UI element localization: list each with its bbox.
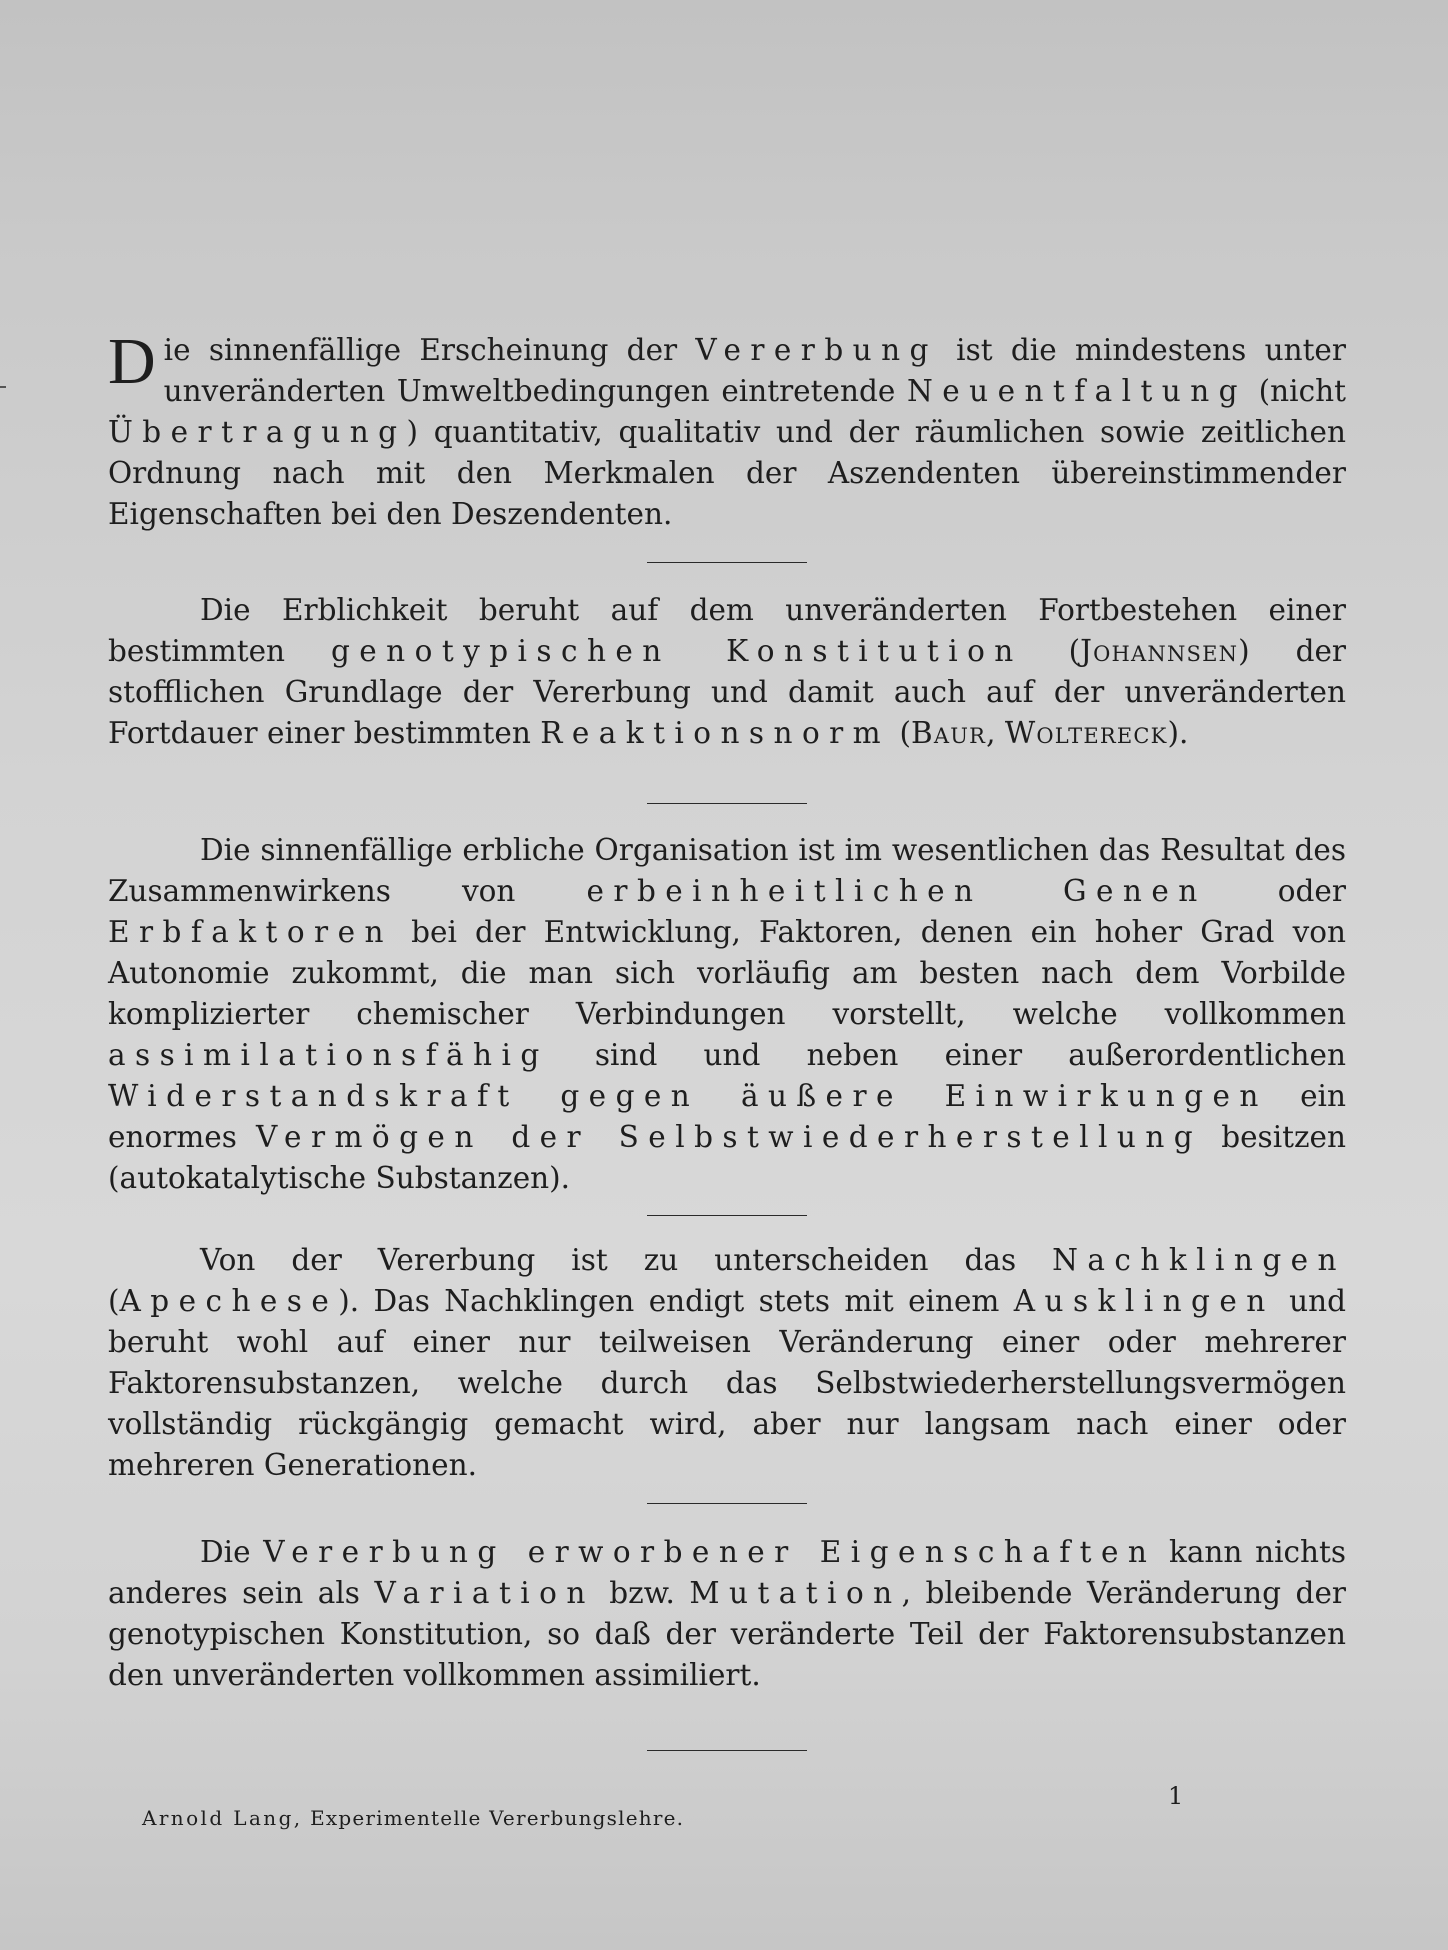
text-run: und beruht wohl auf einer nur teilweisen Veränderung einer oder mehrerer Faktorensubstanzen, welche durch das Selbstwiederherstellungsvermögen vollständig rückgängig gemacht wird, aber nur langsam nach einer oder mehreren Generationen. bbox=[108, 1284, 1346, 1482]
emphasized-term: Mutation bbox=[689, 1576, 902, 1610]
text-run: (nicht bbox=[1246, 374, 1346, 408]
author-name: Johannsen bbox=[1080, 634, 1239, 668]
text-run: oder bbox=[1206, 874, 1346, 908]
emphasized-term: Vererbung erworbener Eigenschaften bbox=[263, 1535, 1157, 1569]
paragraph-3 bbox=[108, 830, 1346, 1199]
paragraph-5 bbox=[108, 1532, 1346, 1696]
text-run: , bbox=[986, 716, 1005, 750]
emphasized-term: assimilationsfähig bbox=[108, 1038, 549, 1072]
text-run: Die bbox=[200, 1535, 264, 1569]
emphasized-term: Reaktionsnorm bbox=[540, 716, 891, 750]
separator-rule bbox=[647, 1215, 807, 1216]
emphasized-term: Übertragung bbox=[108, 415, 407, 449]
page-number: 1 bbox=[1168, 1782, 1184, 1810]
text-run: ie sinnenfällige Erscheinung der bbox=[163, 333, 696, 367]
emphasized-term: Apechese bbox=[119, 1284, 339, 1318]
separator-rule bbox=[647, 803, 807, 804]
text-run: ) der stofflichen Grundlage der Vererbung und damit auch auf der unveränderten Fortdauer einer bestimmten bbox=[108, 634, 1347, 750]
footer-title: Experimentelle Vererbungslehre. bbox=[310, 1806, 685, 1830]
text-run: ). bbox=[1167, 716, 1189, 750]
footer-author: Arnold Lang, bbox=[142, 1806, 303, 1830]
author-name: Baur bbox=[911, 716, 987, 750]
emphasized-term: Vererbung bbox=[695, 333, 938, 367]
text-run: ist die mindestens unter unveränderten Umweltbedingungen eintretende bbox=[163, 333, 1346, 408]
footer-signature bbox=[142, 1806, 684, 1830]
text-run: kann nichts anderes sein als bbox=[108, 1535, 1347, 1610]
paragraph-1 bbox=[108, 325, 1346, 535]
paragraph-4 bbox=[108, 1240, 1346, 1486]
text-run: ( bbox=[890, 716, 911, 750]
text-run: ) quantitativ, qualitativ und der räumlichen sowie zeitlichen Ordnung nach mit den Merkmalen der Aszendenten übereinstimmender Eigenschaften bei den Deszendenten. bbox=[108, 415, 1346, 531]
text-run: sind und neben einer außerordentlichen bbox=[548, 1038, 1346, 1072]
emphasized-term: genotypischen Konstitution bbox=[330, 634, 1023, 668]
emphasized-term: Nachklingen bbox=[1052, 1243, 1346, 1277]
emphasized-term: Erbfaktoren bbox=[108, 915, 393, 949]
separator-rule bbox=[647, 1503, 807, 1504]
text-run: besitzen (autokatalytische Substanzen). bbox=[108, 1120, 1346, 1195]
text-run: ). Das Nachklingen endigt stets mit einem bbox=[338, 1284, 1014, 1318]
emphasized-term: Neuentfaltung bbox=[907, 374, 1247, 408]
emphasized-term: Ausklingen bbox=[1013, 1284, 1275, 1318]
text-run: bei der Entwicklung, Faktoren, denen ein hoher Grad von Autonomie zukommt, die man sich vorläufig am besten nach dem Vorbilde komplizierter chemischer Verbindungen vorstellt, welche vollkommen bbox=[108, 915, 1346, 1031]
text-run: Von der Vererbung ist zu unterscheiden das bbox=[200, 1243, 1053, 1277]
text-run: Die Erblichkeit beruht auf dem unveränderten Fortbestehen einer bestimmten bbox=[108, 593, 1346, 668]
paragraph-2 bbox=[108, 590, 1346, 754]
emphasized-term: Variation bbox=[374, 1576, 595, 1610]
emphasized-term: Vermögen der Selbstwiederherstellung bbox=[256, 1120, 1203, 1154]
text-run: ( bbox=[108, 1284, 120, 1318]
separator-rule bbox=[647, 1750, 807, 1751]
text-run: ( bbox=[1022, 634, 1081, 668]
emphasized-term: erbeinheitlichen Genen bbox=[586, 874, 1207, 908]
author-name: Woltereck bbox=[1004, 716, 1168, 750]
text-run: bzw. bbox=[594, 1576, 690, 1610]
separator-rule bbox=[647, 562, 807, 563]
text-run: , bleibende Veränderung der genotypischen Konstitution, so daß der veränderte Teil der Faktorensubstanzen den unveränderten vollkommen assimiliert. bbox=[108, 1576, 1347, 1692]
text-run: Die sinnenfällige erbliche Organisation ist im wesentlichen das Resultat des Zusammenwirkens von bbox=[108, 833, 1346, 908]
margin-mark bbox=[0, 386, 6, 388]
emphasized-term: Widerstandskraft gegen äußere Einwirkungen bbox=[108, 1079, 1268, 1113]
drop-cap-letter: D bbox=[108, 325, 156, 398]
text-run: ein enormes bbox=[108, 1079, 1346, 1154]
